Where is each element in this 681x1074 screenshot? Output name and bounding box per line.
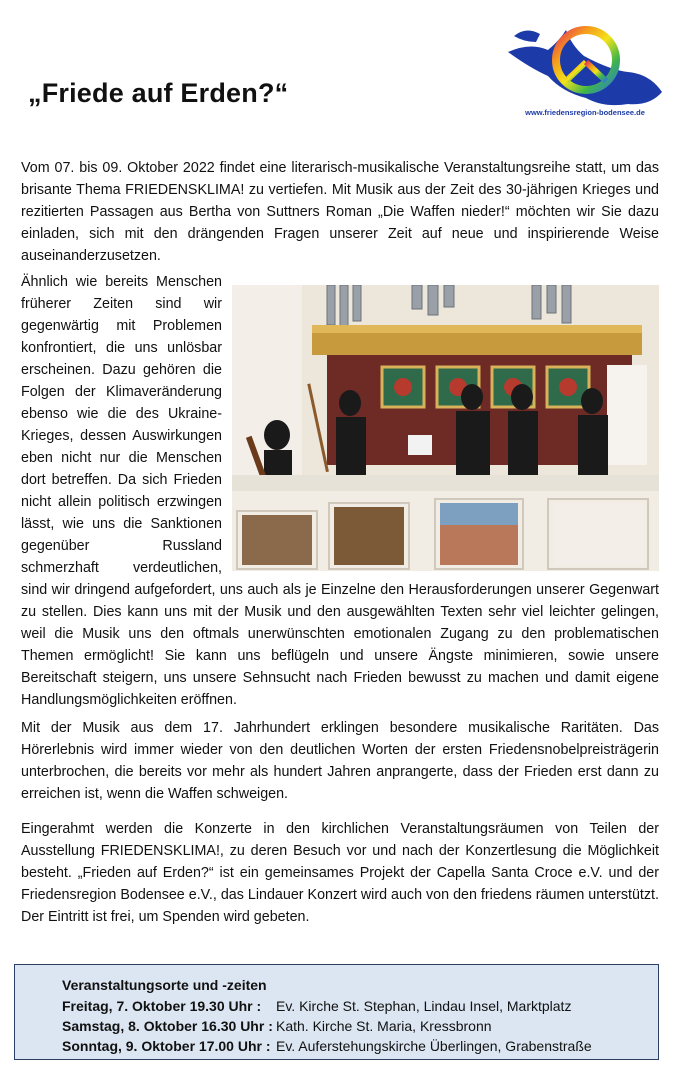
events-title: Veranstaltungsorte und -zeiten <box>62 977 267 993</box>
exhibition-paragraph: Eingerahmt werden die Konzerte in den kirchlichen Veranstaltungsräumen von Teilen der Ausstellung FRIEDENSKLIMA!, zu deren Besuch vor und nach der Konzertlesung die Möglichkeit besteht. „Frieden auf Erden?“ ist ein gemeinsames Projekt der Capella Santa Croce e.V. und der Friedensregion Bodensee e.V., das Lindauer Konzert wird auch von den friedens räumen unterstützt. Der Eintritt ist frei, um Spenden wird gebeten. <box>21 821 659 925</box>
page-title: „Friede auf Erden?“ <box>28 78 289 108</box>
concert-photo <box>232 285 659 571</box>
music-paragraph: Mit der Musik aus dem 17. Jahrhundert erklingen besondere musikalische Raritäten. Das Hörerlebnis wird immer wieder von den deutlichen Worten der ersten Friedensnobelpreisträgerin unterbrochen, die bereits vor mehr als hundert Jahren anprangerte, dass der Frieden erst dann zu erreichen ist, wenn die Waffen schweigen. <box>21 720 659 802</box>
event-row <box>62 998 571 1014</box>
paragraph-with-photo <box>21 271 659 711</box>
event-date: Sonntag, 9. Oktober 17.00 Uhr : <box>62 1038 271 1054</box>
event-row <box>62 1018 492 1034</box>
intro-paragraph: Vom 07. bis 09. Oktober 2022 findet eine literarisch-musikalische Veranstaltungsreihe statt, um das brisante Thema FRIEDENSKLIMA! zu vertiefen. Mit Musik aus der Zeit des 30-jährigen Krieges und rezitierten Passagen aus Bertha von Suttners Roman „Die Waffen nieder!“ möchten wir Sie dazu einladen, sich mit den drängenden Fragen unserer Zeit auf neue und inspirierende Weise auseinanderzusetzen. <box>21 160 659 264</box>
event-date: Samstag, 8. Oktober 16.30 Uhr : <box>62 1018 273 1034</box>
logo-url-text: www.friedensregion-bodensee.de <box>525 108 645 117</box>
body-paragraph-text: Ähnlich wie bereits Menschen früherer Zeiten sind wir gegenwärtig mit Problemen konfrontiert, die uns unlösbar erscheinen. Dazu gehören die Folgen der Klimaveränderung ebenso wie die des Ukraine-Krieges, dessen Auswirkungen eben nicht nur die Menschen dort betreffen. Da sich Frieden nicht allein politisch erzwingen lässt, wie uns die Sanktionen gegenüber Russland schmerzhaft verdeutlichen, sind wir dringend aufgefordert, uns auch als je Einzelne den Herausforderungen unserer Gegenwart zu stellen. Dies kann uns mit der Musik und den ausgewählten Texten sehr viel leichter gelingen, weil die Musik uns den oftmals unerwünschten emotionalen Zugang zu den problematischen Themen ermöglicht! Sie kann uns beflügeln und unsere Ängste minimieren, sowie unsere Bereitschaft steigern, uns unsere Sehnsucht nach Frieden bewusst zu machen und damit eigene Handlungsmöglichkeiten eröffnen. <box>21 274 659 708</box>
event-date: Freitag, 7. Oktober 19.30 Uhr : <box>62 998 262 1014</box>
events-box <box>14 964 659 1060</box>
event-place: Ev. Auferstehungskirche Überlingen, Grabenstraße <box>276 1038 592 1054</box>
event-place: Kath. Kirche St. Maria, Kressbronn <box>276 1018 492 1034</box>
peace-logo-icon <box>500 12 670 120</box>
event-place: Ev. Kirche St. Stephan, Lindau Insel, Marktplatz <box>276 998 572 1014</box>
event-row <box>62 1038 592 1054</box>
